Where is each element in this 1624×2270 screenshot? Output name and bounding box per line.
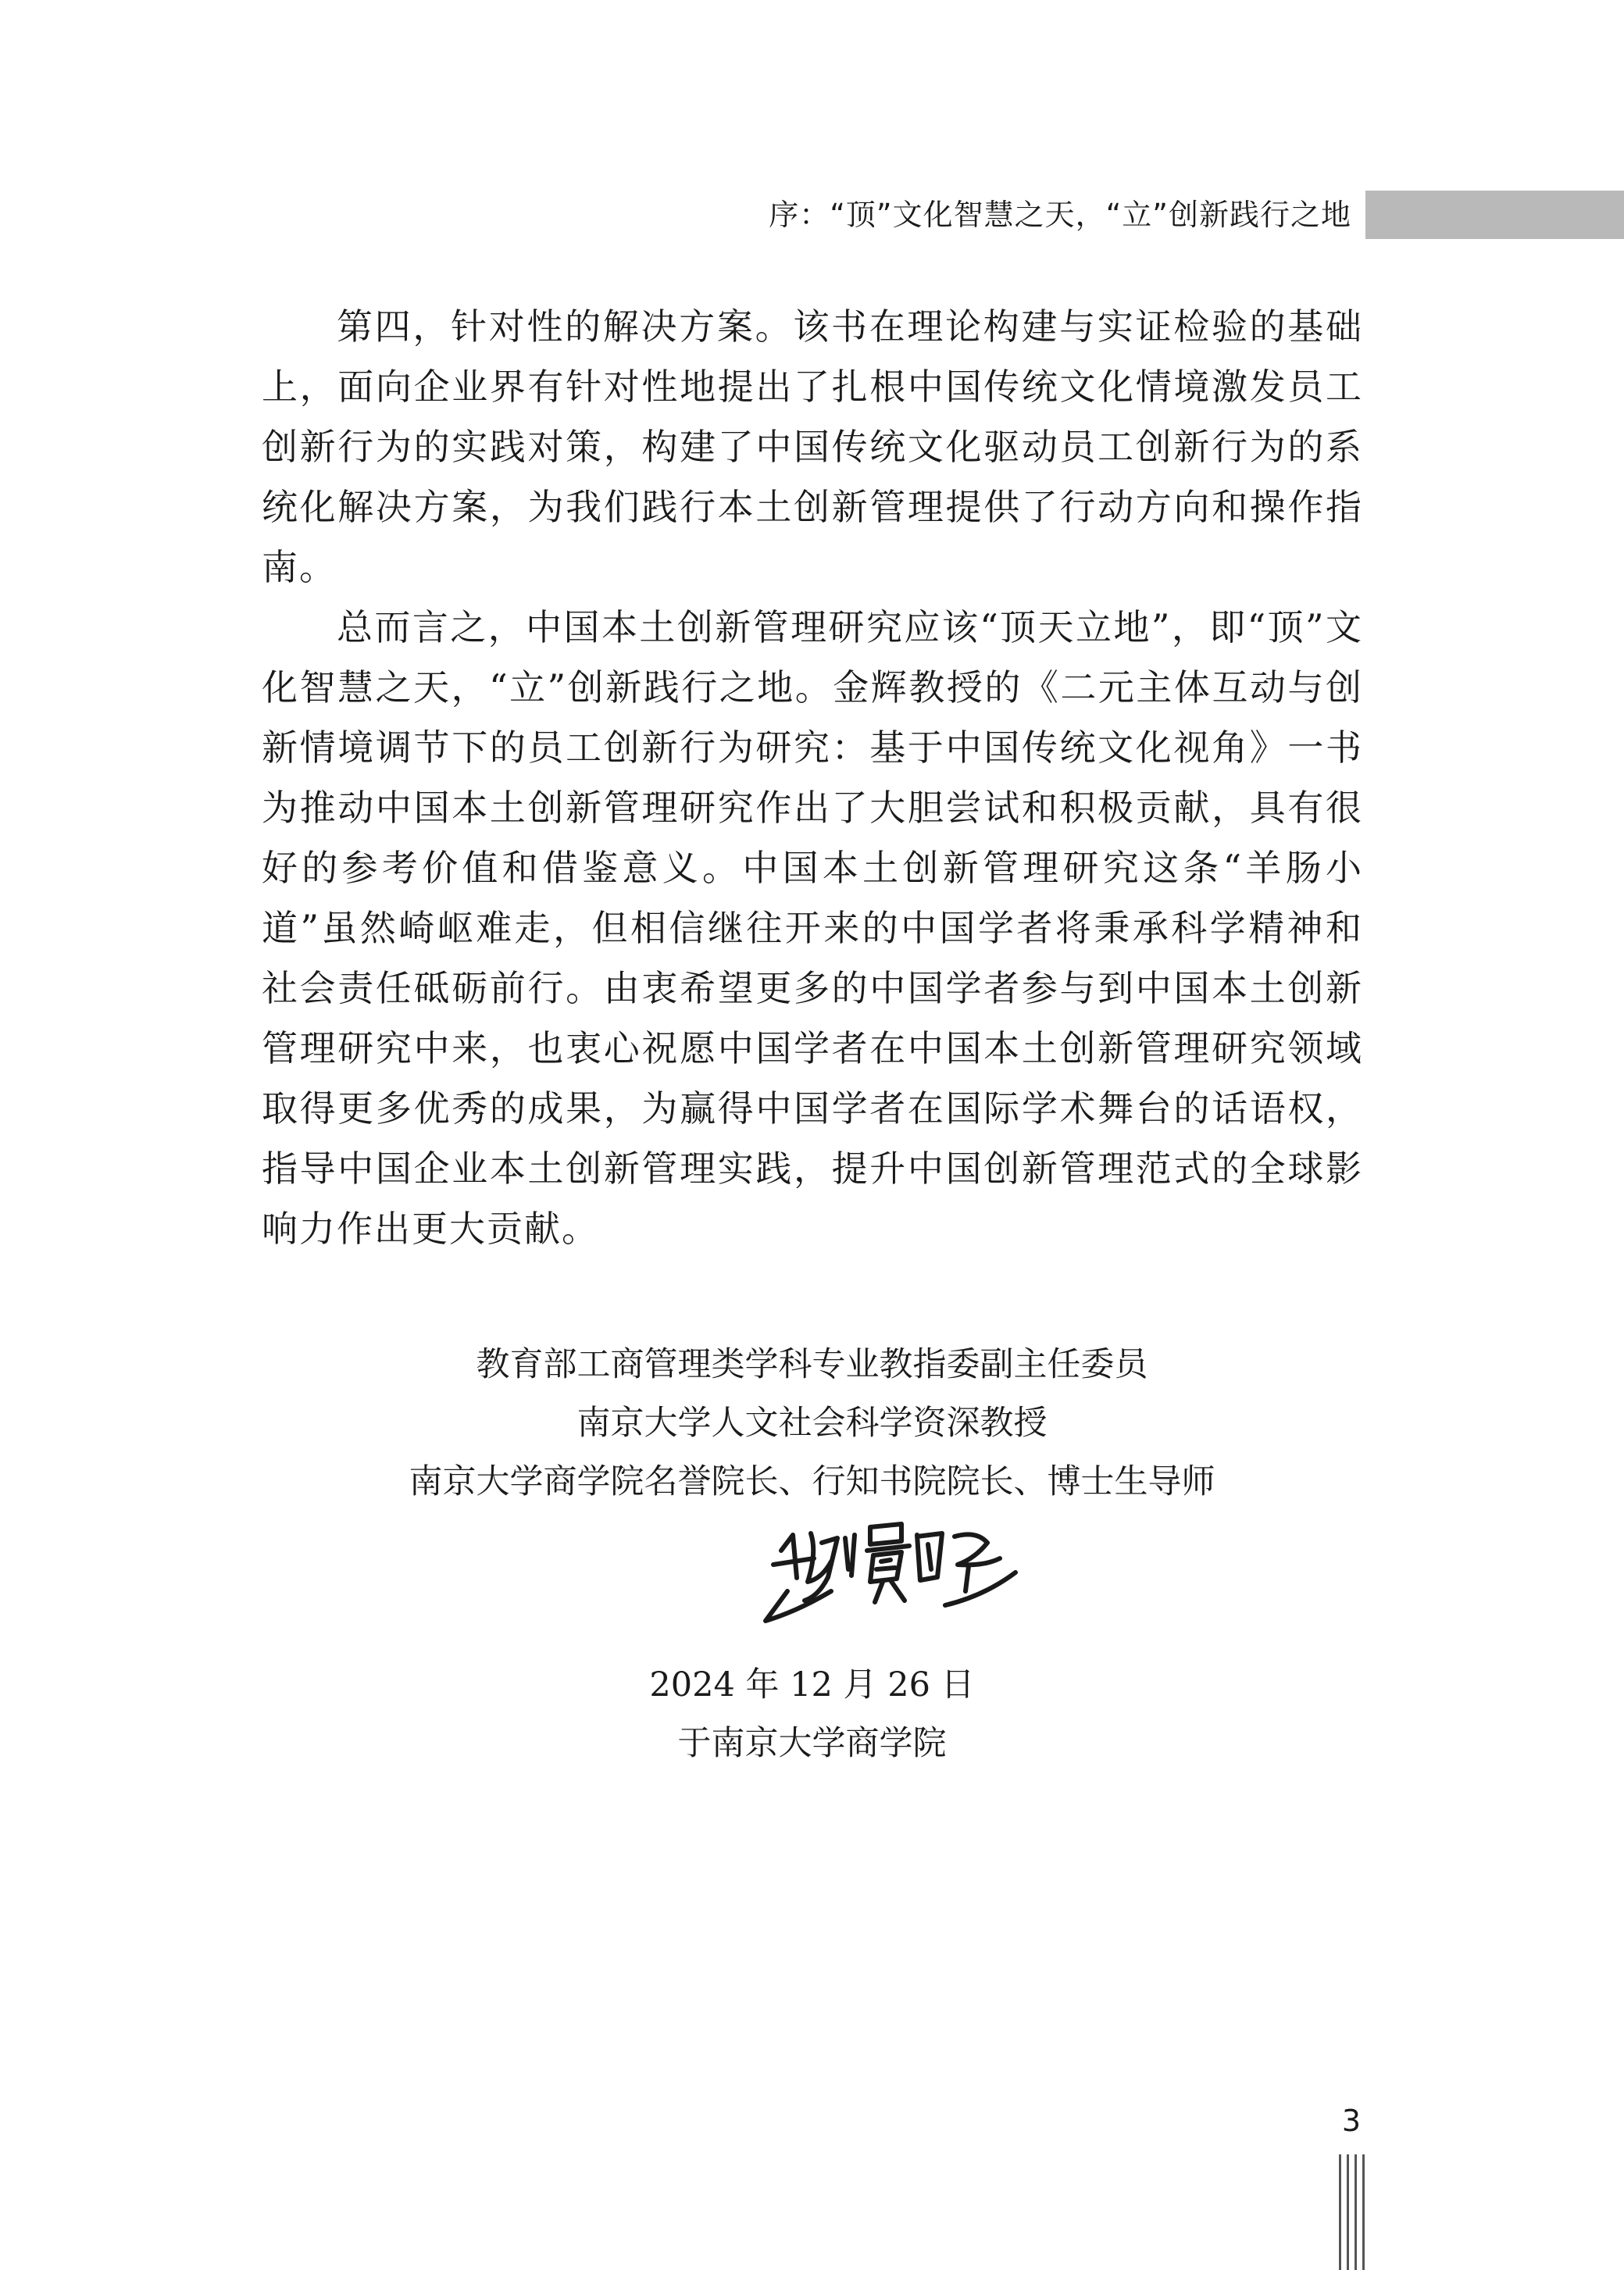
- edge-line: [1347, 2154, 1349, 2270]
- author-title-line-3: 南京大学商学院名誉院长、行知书院院长、博士生导师: [409, 1462, 1215, 1501]
- body-text: [262, 297, 1363, 1259]
- header-tab-bar: [1365, 191, 1624, 239]
- signature-place: 于南京大学商学院: [677, 1724, 947, 1763]
- running-header: 序：“顶”文化智慧之天，“立”创新践行之地: [769, 198, 1351, 232]
- page-number: 3: [1341, 2104, 1362, 2138]
- edge-line: [1362, 2154, 1365, 2270]
- paragraph-solutions: 第四，针对性的解决方案。该书在理论构建与实证检验的基础上，面向企业界有针对性地提出了扎根中国传统文化情境激发员工创新行为的实践对策，构建了中国传统文化驱动员工创新行为的系统化解决方案，为我们践行本土创新管理提供了行动方向和操作指南。: [262, 305, 1363, 588]
- paragraph-conclusion: 总而言之，中国本土创新管理研究应该“顶天立地”，即“顶”文化智慧之天，“立”创新践行之地。金辉教授的《二元主体互动与创新情境调节下的员工创新行为研究：基于中国传统文化视角》一书为推动中国本土创新管理研究作出了大胆尝试和积极贡献，具有很好的参考价值和借鉴意义。中国本土创新管理研究这条“羊肠小道”虽然崎岖难走，但相信继往开来的中国学者将秉承科学精神和社会责任砥砺前行。由衷希望更多的中国学者参与到中国本土创新管理研究中来，也衷心祝愿中国学者在中国本土创新管理研究领域取得更多优秀的成果，为赢得中国学者在国际学术舞台的话语权，指导中国企业本土创新管理实践，提升中国创新管理范式的全球影响力作出更大贡献。: [262, 606, 1363, 1250]
- signature-date: 2024 年 12 月 26 日: [649, 1665, 975, 1704]
- signature-date-block: [0, 1656, 1624, 1773]
- edge-line: [1339, 2154, 1341, 2270]
- page-edge-marks: [1337, 2154, 1369, 2270]
- author-titles: [0, 1336, 1624, 1512]
- handwritten-signature: [750, 1504, 1031, 1636]
- author-title-line-1: 教育部工商管理类学科专业教指委副主任委员: [476, 1345, 1148, 1384]
- author-title-line-2: 南京大学人文社会科学资深教授: [576, 1404, 1048, 1443]
- edge-line: [1355, 2154, 1357, 2270]
